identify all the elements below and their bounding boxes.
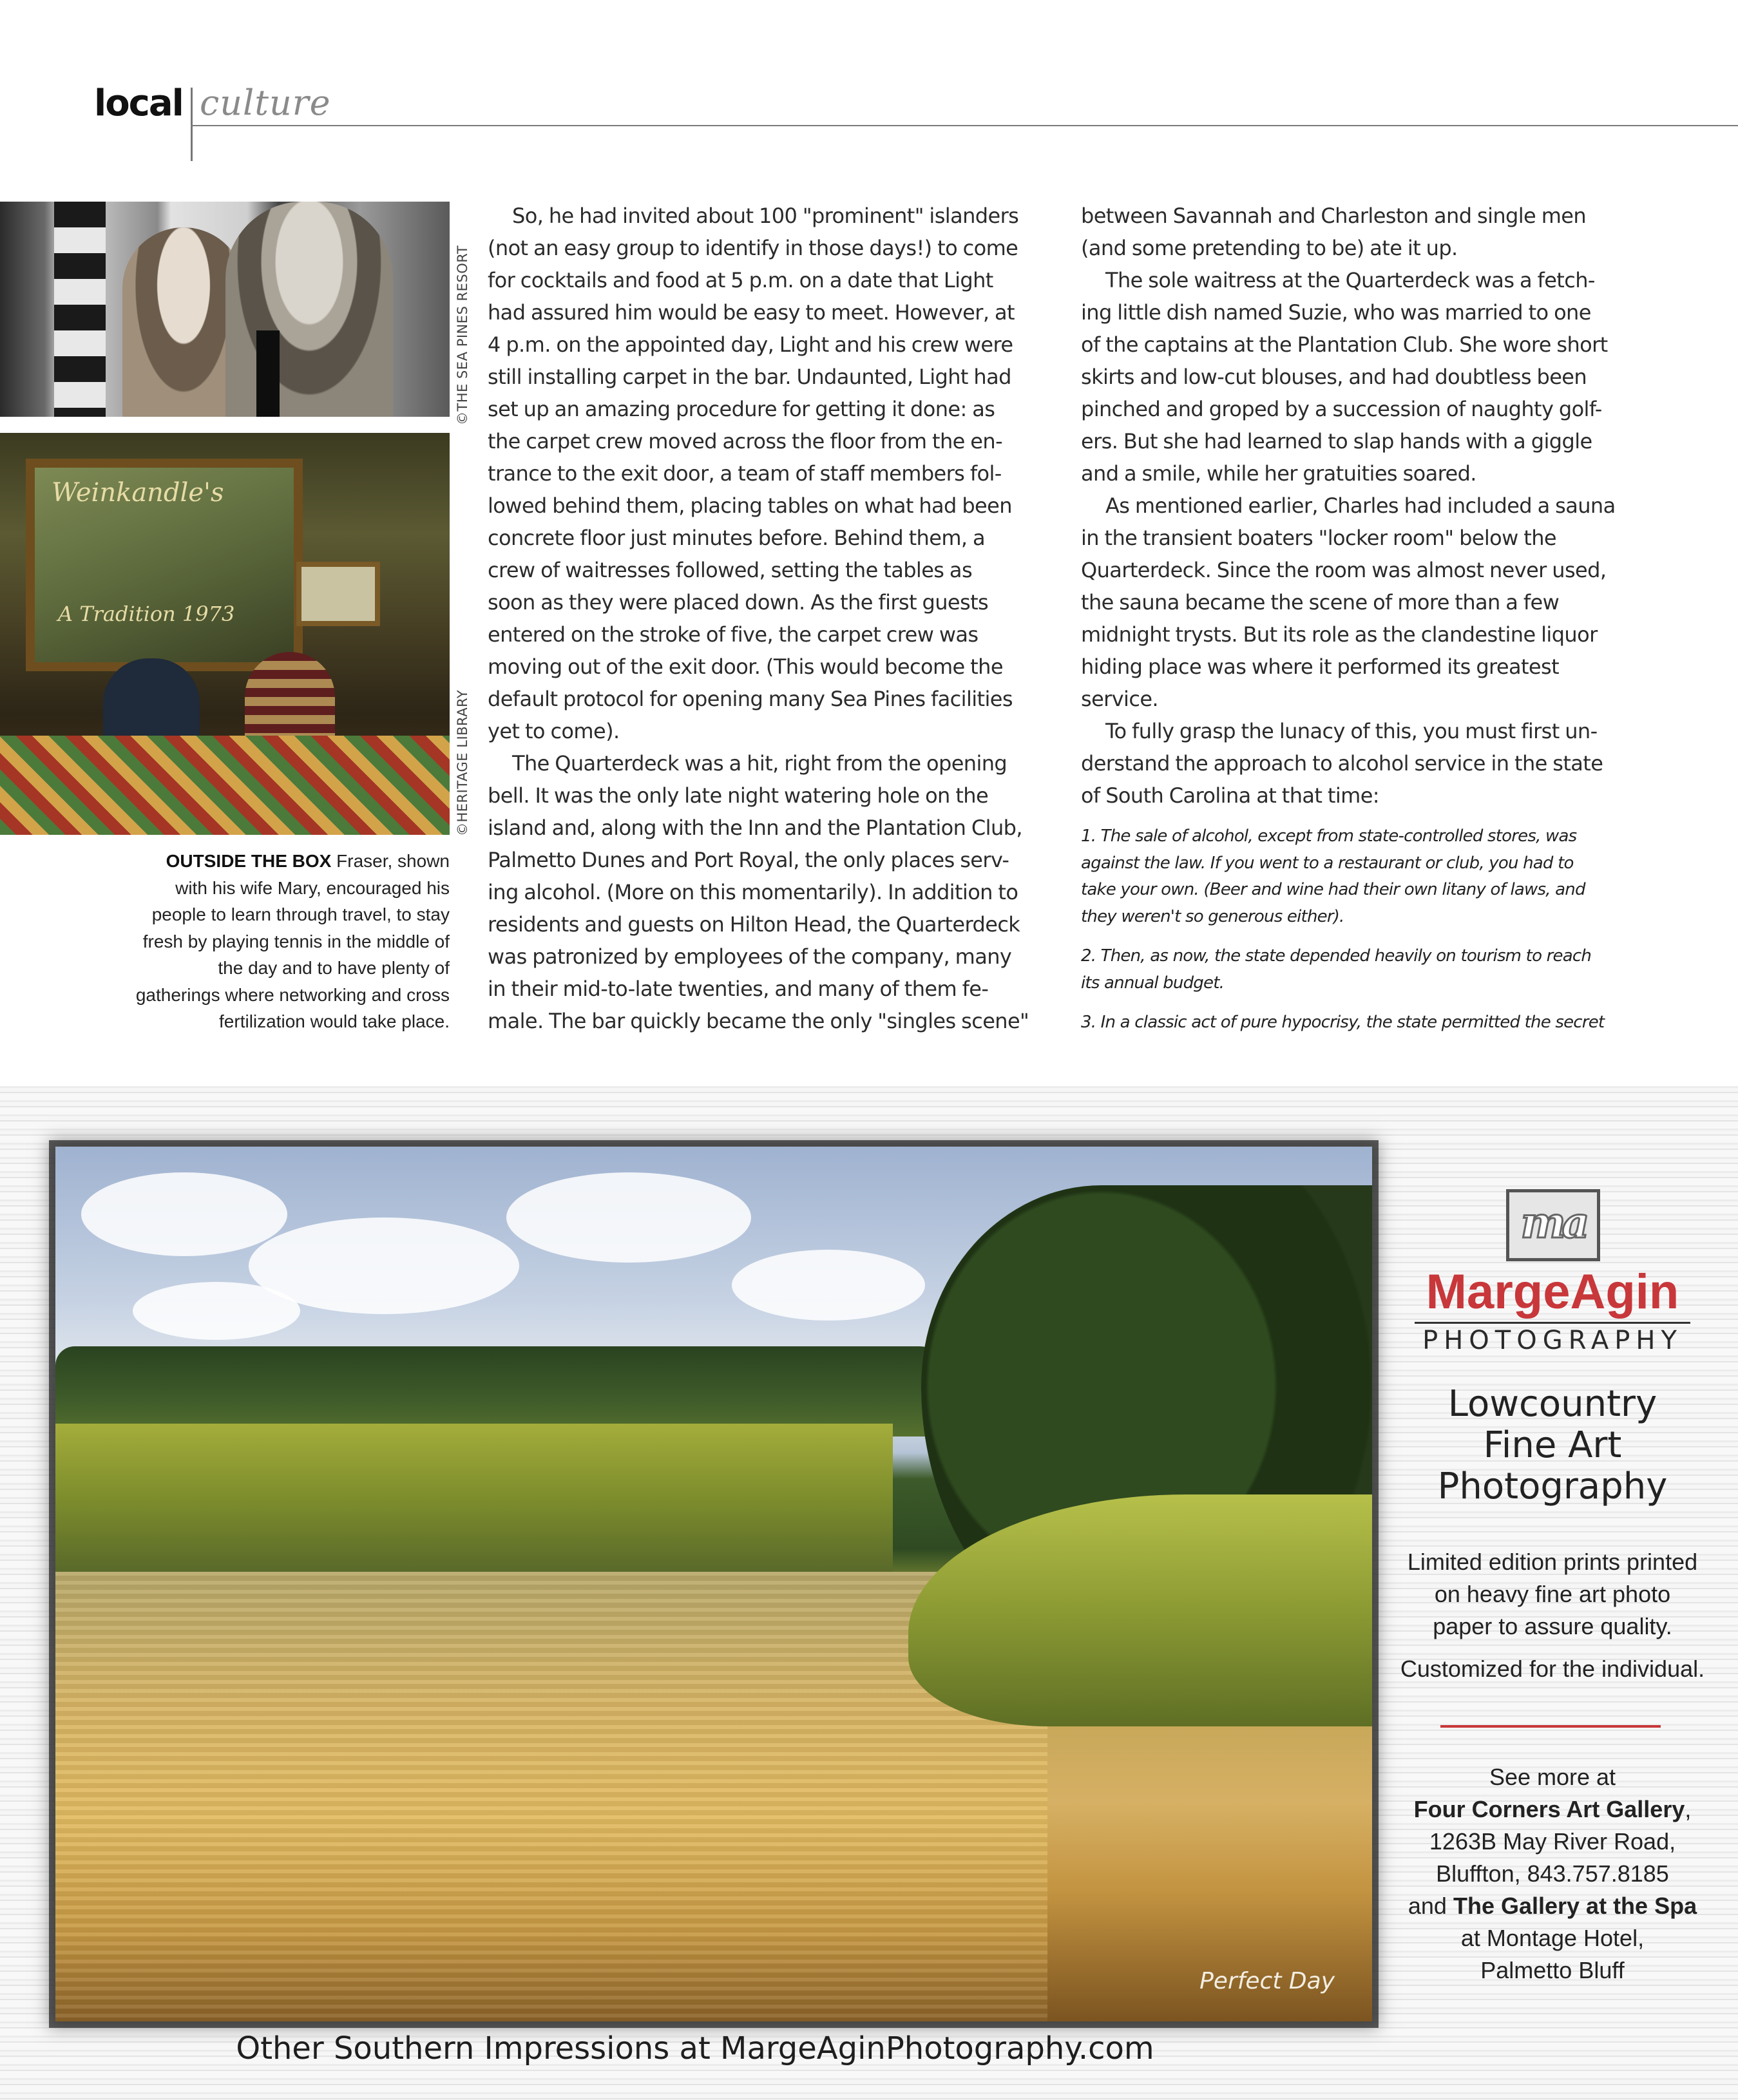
subsection-label: culture bbox=[200, 82, 331, 123]
article-column-1 bbox=[488, 200, 1048, 1037]
ad-body bbox=[1379, 1546, 1726, 1643]
gallery-1-name: Four Corners Art Gallery bbox=[1413, 1796, 1685, 1822]
text-line: island and, along with the Inn and the Plantation Club, bbox=[488, 816, 1022, 840]
text-line: against the law. If you went to a restaurant or club, you had to bbox=[1081, 853, 1574, 873]
text-line: ers. But she had learned to slap hands with a giggle bbox=[1081, 429, 1592, 453]
body-line: Limited edition prints printed bbox=[1407, 1549, 1698, 1575]
text-line: 1. The sale of alcohol, except from state-controlled stores, was bbox=[1081, 826, 1577, 846]
text-line: yet to come). bbox=[488, 719, 620, 743]
text-line: still installing carpet in the bar. Undaunted, Light had bbox=[488, 365, 1011, 389]
text-line: and a smile, while her gratuities soared. bbox=[1081, 461, 1476, 486]
text-line: service. bbox=[1081, 687, 1158, 711]
tablecloth bbox=[0, 736, 450, 835]
header-rule bbox=[191, 125, 1738, 126]
photo-credit-top: ©THE SEA PINES RESORT bbox=[455, 245, 470, 425]
text-line: was patronized by employees of the company, many bbox=[488, 944, 1012, 969]
tie-shape bbox=[256, 330, 280, 417]
text-line: male. The bar quickly became the only "singles scene" bbox=[488, 1009, 1029, 1033]
red-divider bbox=[1440, 1725, 1661, 1728]
text-line: of South Carolina at that time: bbox=[1081, 783, 1379, 808]
photo-title: Perfect Day bbox=[1199, 1968, 1335, 1994]
text-line: 2. Then, as now, the state depended heavily on tourism to reach bbox=[1081, 946, 1592, 966]
brand-logo-icon bbox=[1506, 1189, 1600, 1261]
gallery-info: See more at Four Corners Art Gallery, 1263B May River Road, Bluffton, 843.757.8185 and The Gallery at the Spa at Montage Hotel, Palmetto Bluff bbox=[1379, 1761, 1726, 1987]
section-label: local bbox=[94, 82, 183, 124]
text-line: the sauna became the scene of more than a few bbox=[1081, 590, 1560, 615]
text-line: As mentioned earlier, Charles had included a sauna bbox=[1105, 493, 1616, 518]
photo-credit-bottom: ©HERITAGE LIBRARY bbox=[455, 689, 470, 836]
text-line: of the captains at the Plantation Club. She wore short bbox=[1081, 332, 1608, 357]
text-line: soon as they were placed down. As the first guests bbox=[488, 590, 989, 615]
logo-mark: ma bbox=[1520, 1198, 1586, 1248]
cloud bbox=[732, 1250, 925, 1321]
text-line: take your own. (Beer and wine had their own litany of laws, and bbox=[1081, 880, 1585, 899]
text-line: residents and guests on Hilton Head, the Quarterdeck bbox=[488, 912, 1020, 937]
text-line: 4 p.m. on the appointed day, Light and his crew were bbox=[488, 332, 1013, 357]
lighthouse-shape bbox=[54, 202, 106, 417]
ad-body-custom: Customized for the individual. bbox=[1400, 1656, 1705, 1682]
and-label: and bbox=[1408, 1893, 1453, 1919]
brand-subtitle: PHOTOGRAPHY bbox=[1422, 1326, 1683, 1355]
headline-line: Photography bbox=[1437, 1465, 1668, 1507]
see-more-label: See more at bbox=[1489, 1764, 1616, 1790]
river-water bbox=[55, 1572, 1047, 2021]
cloud bbox=[81, 1172, 287, 1256]
article-column-2 bbox=[1081, 200, 1661, 812]
text-line: The Quarterdeck was a hit, right from the opening bbox=[512, 751, 1007, 776]
text-line: entered on the stroke of five, the carpet crew was bbox=[488, 622, 979, 647]
sign-lettering-2: A Tradition 1973 bbox=[58, 602, 235, 626]
text-line: in their mid-to-late twenties, and many of them fe- bbox=[488, 977, 989, 1001]
cloud bbox=[506, 1172, 751, 1263]
website-line: Other Southern Impressions at MargeAginPhotography.com bbox=[236, 2030, 1154, 2067]
caption-text: Fraser, shown with his wife Mary, encouraged his people to learn through travel, to stay fresh by playing tennis in the middle of the day and to have plenty of gatherings where networking and cross fertilization would take place. bbox=[135, 851, 450, 1031]
text-line: pinched and groped by a succession of naughty golf- bbox=[1081, 397, 1602, 421]
body-line: on heavy fine art photo bbox=[1434, 1581, 1671, 1607]
text-line: hiding place was where it performed its greatest bbox=[1081, 654, 1560, 679]
text-line: (not an easy group to identify in those days!) to come bbox=[488, 236, 1018, 260]
caption-lead: OUTSIDE THE BOX bbox=[166, 851, 332, 871]
sign-lettering: Weinkandle's bbox=[52, 478, 224, 508]
article-notes bbox=[1081, 823, 1661, 1036]
gallery-1-address: 1263B May River Road, bbox=[1429, 1828, 1676, 1855]
text-line: trance to the exit door, a team of staff members fol- bbox=[488, 461, 1002, 486]
text-line: they weren't so generous either). bbox=[1081, 906, 1344, 926]
text-line: Palmetto Dunes and Port Royal, the only places serv- bbox=[488, 848, 1009, 872]
photo-caption bbox=[135, 848, 450, 1035]
text-line: between Savannah and Charleston and single men bbox=[1081, 204, 1587, 228]
text-line: bell. It was the only late night watering hole on the bbox=[488, 783, 989, 808]
text-line: The sole waitress at the Quarterdeck was a fetch- bbox=[1105, 268, 1595, 292]
ad-headline bbox=[1379, 1384, 1726, 1507]
text-line: the carpet crew moved across the floor from the en- bbox=[488, 429, 1003, 453]
text-line: Quarterdeck. Since the room was almost never used, bbox=[1081, 558, 1607, 582]
text-line: To fully grasp the lunacy of this, you must first un- bbox=[1105, 719, 1598, 743]
headline-line: Fine Art bbox=[1483, 1424, 1622, 1466]
text-line: lowed behind them, placing tables on what had been bbox=[488, 493, 1012, 518]
marsh-grass-left bbox=[55, 1424, 893, 1578]
text-line: for cocktails and food at 5 p.m. on a date that Light bbox=[488, 268, 993, 292]
text-line: set up an amazing procedure for getting it done: as bbox=[488, 397, 995, 421]
man-figure bbox=[225, 202, 393, 417]
text-line: derstand the approach to alcohol service in the state bbox=[1081, 751, 1603, 776]
text-line: 3. In a classic act of pure hypocrisy, the state permitted the secret bbox=[1081, 1013, 1605, 1032]
text-line: moving out of the exit door. (This would become the bbox=[488, 654, 1003, 679]
headline-line: Lowcountry bbox=[1447, 1383, 1657, 1425]
text-line: crew of waitresses followed, setting the tables as bbox=[488, 558, 973, 582]
text-line: (and some pretending to be) ate it up. bbox=[1081, 236, 1458, 260]
marsh-photo bbox=[55, 1147, 1372, 2021]
text-line: in the transient boaters "locker room" below the bbox=[1081, 526, 1556, 550]
text-line: ing alcohol. (More on this momentarily). In addition to bbox=[488, 880, 1018, 904]
header-divider bbox=[191, 88, 193, 161]
couple-photo bbox=[0, 202, 450, 417]
wall-picture bbox=[296, 562, 380, 626]
gallery-2-address: at Montage Hotel, bbox=[1460, 1925, 1645, 1951]
gallery-1-phone: Bluffton, 843.757.8185 bbox=[1436, 1860, 1669, 1887]
brand-rule bbox=[1415, 1322, 1690, 1324]
gallery-2-name: The Gallery at the Spa bbox=[1453, 1893, 1697, 1919]
treeline bbox=[55, 1346, 957, 1437]
brand-name: MargeAgin bbox=[1426, 1265, 1679, 1319]
cloud bbox=[133, 1282, 300, 1340]
text-line: midnight trysts. But its role as the clandestine liquor bbox=[1081, 622, 1598, 647]
text-line: its annual budget. bbox=[1081, 973, 1225, 993]
text-line: concrete floor just minutes before. Behind them, a bbox=[488, 526, 986, 550]
text-line: default protocol for opening many Sea Pines facilities bbox=[488, 687, 1013, 711]
text-line: skirts and low-cut blouses, and had doubtless been bbox=[1081, 365, 1587, 389]
body-line: paper to assure quality. bbox=[1433, 1613, 1672, 1639]
text-line: ing little dish named Suzie, who was married to one bbox=[1081, 300, 1591, 325]
text-line: had assured him would be easy to meet. However, at bbox=[488, 300, 1015, 325]
gallery-2-location: Palmetto Bluff bbox=[1480, 1957, 1625, 1983]
text-line: So, he had invited about 100 "prominent" islanders bbox=[512, 204, 1019, 228]
restaurant-photo bbox=[0, 433, 450, 835]
